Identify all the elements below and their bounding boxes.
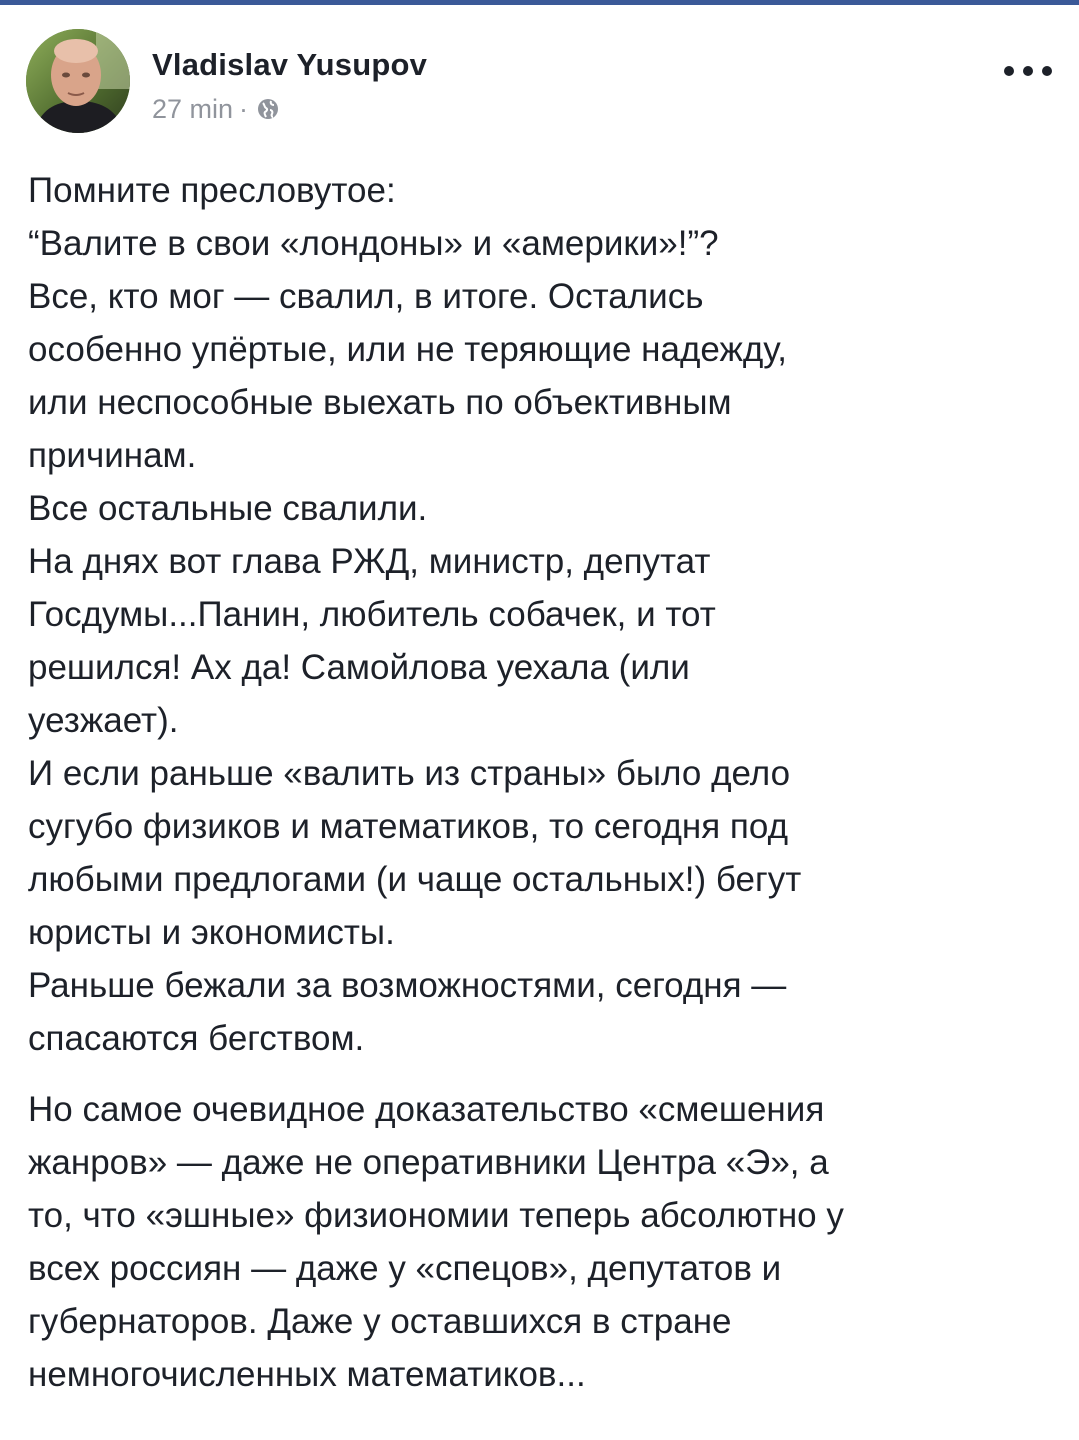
author-name[interactable]: Vladislav Yusupov xyxy=(152,47,428,82)
text-line: немногочисленных математиков... xyxy=(28,1355,586,1394)
more-dot xyxy=(1023,66,1033,76)
more-options-button[interactable] xyxy=(1004,59,1052,83)
text-line: “Валите в свои «лондоны» и «америки»!”? xyxy=(28,224,719,263)
text-line: уезжает). xyxy=(28,701,179,740)
text-line: решился! Ах да! Самойлова уехала (или xyxy=(28,648,690,687)
text-line: И если раньше «валить из страны» было дело xyxy=(28,754,791,793)
text-line: Госдумы...Панин, любитель собачек, и тот xyxy=(28,595,716,634)
globe-icon[interactable] xyxy=(256,97,280,121)
text-line: любыми предлогами (и чаще остальных!) бегут xyxy=(28,860,802,899)
text-line: или неспособные выехать по объективным xyxy=(28,383,732,422)
facebook-post xyxy=(0,5,1079,1440)
text-line: Все, кто мог — свалил, в итоге. Остались xyxy=(28,277,704,316)
avatar-image xyxy=(26,29,130,133)
post-paragraph xyxy=(28,164,1058,1065)
post-header xyxy=(26,29,1056,139)
text-line: жанров» — даже не оперативники Центра «Э», а xyxy=(28,1143,829,1182)
text-line: На днях вот глава РЖД, министр, депутат xyxy=(28,542,711,581)
text-line: Раньше бежали за возможностями, сегодня — xyxy=(28,966,787,1005)
text-line: губернаторов. Даже у оставшихся в стране xyxy=(28,1302,732,1341)
text-line: Помните пресловутое: xyxy=(28,171,396,210)
text-line: Все остальные свалили. xyxy=(28,489,428,528)
text-line: спасаются бегством. xyxy=(28,1019,365,1058)
text-line: причинам. xyxy=(28,436,197,475)
post-time[interactable]: 27 min xyxy=(152,93,234,124)
more-dot xyxy=(1042,66,1052,76)
post-meta xyxy=(152,91,280,127)
text-line: всех россиян — даже у «спецов», депутатов и xyxy=(28,1249,782,1288)
text-line: то, что «эшные» физиономии теперь абсолютно у xyxy=(28,1196,844,1235)
post-text xyxy=(28,164,1058,1401)
text-line: Но самое очевидное доказательство «смешения xyxy=(28,1090,825,1129)
text-line: юристы и экономисты. xyxy=(28,913,395,952)
meta-separator: · xyxy=(239,93,249,124)
text-line: сугубо физиков и математиков, то сегодня под xyxy=(28,807,789,846)
avatar[interactable] xyxy=(26,29,130,133)
more-horizontal-icon xyxy=(1004,66,1014,76)
post-paragraph xyxy=(28,1083,1058,1401)
text-line: особенно упёртые, или не теряющие надежду, xyxy=(28,330,788,369)
